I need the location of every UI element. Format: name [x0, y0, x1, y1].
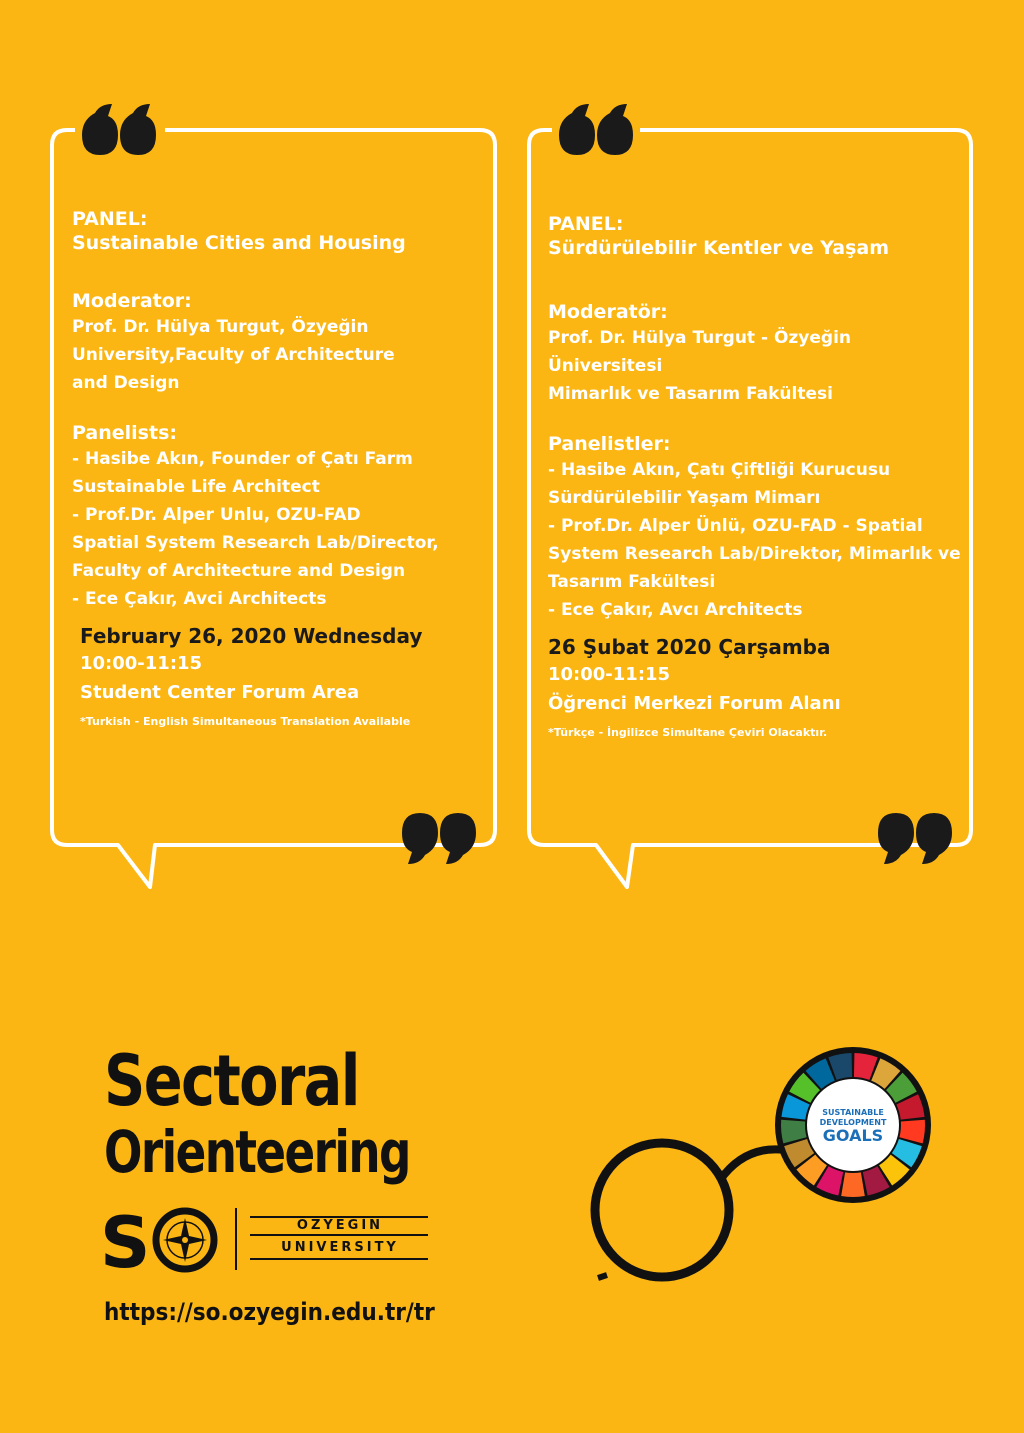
panelist-line: Sürdürülebilir Yaşam Mimarı [548, 488, 821, 508]
close-quote-icon [878, 813, 952, 864]
panelist-line: - Ece Çakır, Avci Architects [72, 589, 327, 609]
s-letter: S [100, 1205, 151, 1275]
panelist-line: - Hasibe Akın, Founder of Çatı Farm [72, 449, 413, 469]
panelist-line: - Ece Çakır, Avcı Architects [548, 600, 803, 620]
event-date: 26 Şubat 2020 Çarşamba [548, 635, 831, 659]
panel-title: Sürdürülebilir Kentler ve Yaşam [548, 237, 890, 259]
moderator-line: and Design [72, 373, 180, 393]
panelists-label: Panelists: [72, 422, 177, 444]
moderator-line: Mimarlık ve Tasarım Fakültesi [548, 384, 833, 404]
glasses-icon [580, 1040, 960, 1290]
event-venue: Öğrenci Merkezi Forum Alanı [548, 693, 841, 714]
logo-divider [235, 1208, 237, 1270]
moderator-line: Prof. Dr. Hülya Turgut, Özyeğin [72, 317, 369, 337]
compass-icon [156, 1211, 214, 1269]
sdg-line2: DEVELOPMENT [819, 1118, 887, 1127]
panelist-line: - Prof.Dr. Alper Ünlü, OZU-FAD - Spatial [548, 516, 923, 536]
open-quote-icon [559, 104, 633, 155]
event-time: 10:00-11:15 [548, 664, 671, 685]
event-date: February 26, 2020 Wednesday [80, 624, 423, 648]
panelist-line: Spatial System Research Lab/Director, [72, 533, 439, 553]
panel-english [72, 207, 492, 731]
panel-turkish [548, 212, 968, 742]
glasses-arm [598, 1275, 607, 1278]
brand-title-line1: Sectoral [104, 1040, 359, 1122]
moderator-line: University,Faculty of Architecture [72, 345, 395, 365]
uni-rule-mid [250, 1234, 428, 1236]
translation-note: *Turkish - English Simultaneous Translation Available [80, 715, 411, 728]
event-venue: Student Center Forum Area [80, 682, 360, 703]
university-line2: UNIVERSITY [270, 1240, 410, 1256]
glasses-bridge [720, 1149, 785, 1180]
panel-title: Sustainable Cities and Housing [72, 232, 406, 254]
moderator-line: Prof. Dr. Hülya Turgut - Özyeğin Üniversitesi [548, 328, 852, 376]
panelist-line: - Hasibe Akın, Çatı Çiftliği Kurucusu [548, 460, 891, 480]
moderator-label: Moderator: [72, 290, 192, 312]
glasses-left-lens [595, 1143, 729, 1277]
moderator-label: Moderatör: [548, 301, 668, 323]
panelist-line: Tasarım Fakültesi [548, 572, 716, 592]
panel-label: PANEL: [72, 208, 148, 230]
open-quote-icon [82, 104, 156, 155]
translation-note: *Türkçe - İngilizce Simultane Çeviri Olacaktır. [548, 726, 828, 739]
panel-label: PANEL: [548, 213, 624, 235]
sdg-wheel-icon [775, 1047, 931, 1203]
panelist-line: System Research Lab/Direktor, Mimarlık ve [548, 544, 961, 564]
panelist-line: Sustainable Life Architect [72, 477, 320, 497]
panelist-line: Faculty of Architecture and Design [72, 561, 406, 581]
website-url[interactable]: https://so.ozyegin.edu.tr/tr [104, 1298, 435, 1326]
panelist-line: - Prof.Dr. Alper Unlu, OZU-FAD [72, 505, 361, 525]
uni-rule-bottom [250, 1258, 428, 1260]
so-logo-mark [100, 1205, 230, 1275]
brand-title-line2: Orienteering [104, 1118, 410, 1186]
sdg-line1: SUSTAINABLE [822, 1108, 884, 1117]
sdg-line3: GOALS [822, 1126, 884, 1145]
close-quote-icon [402, 813, 476, 864]
panelists-label: Panelistler: [548, 433, 671, 455]
event-time: 10:00-11:15 [80, 653, 203, 674]
university-line1: ÖZYEĞİN [290, 1218, 390, 1233]
sdg-segment [841, 1172, 865, 1197]
